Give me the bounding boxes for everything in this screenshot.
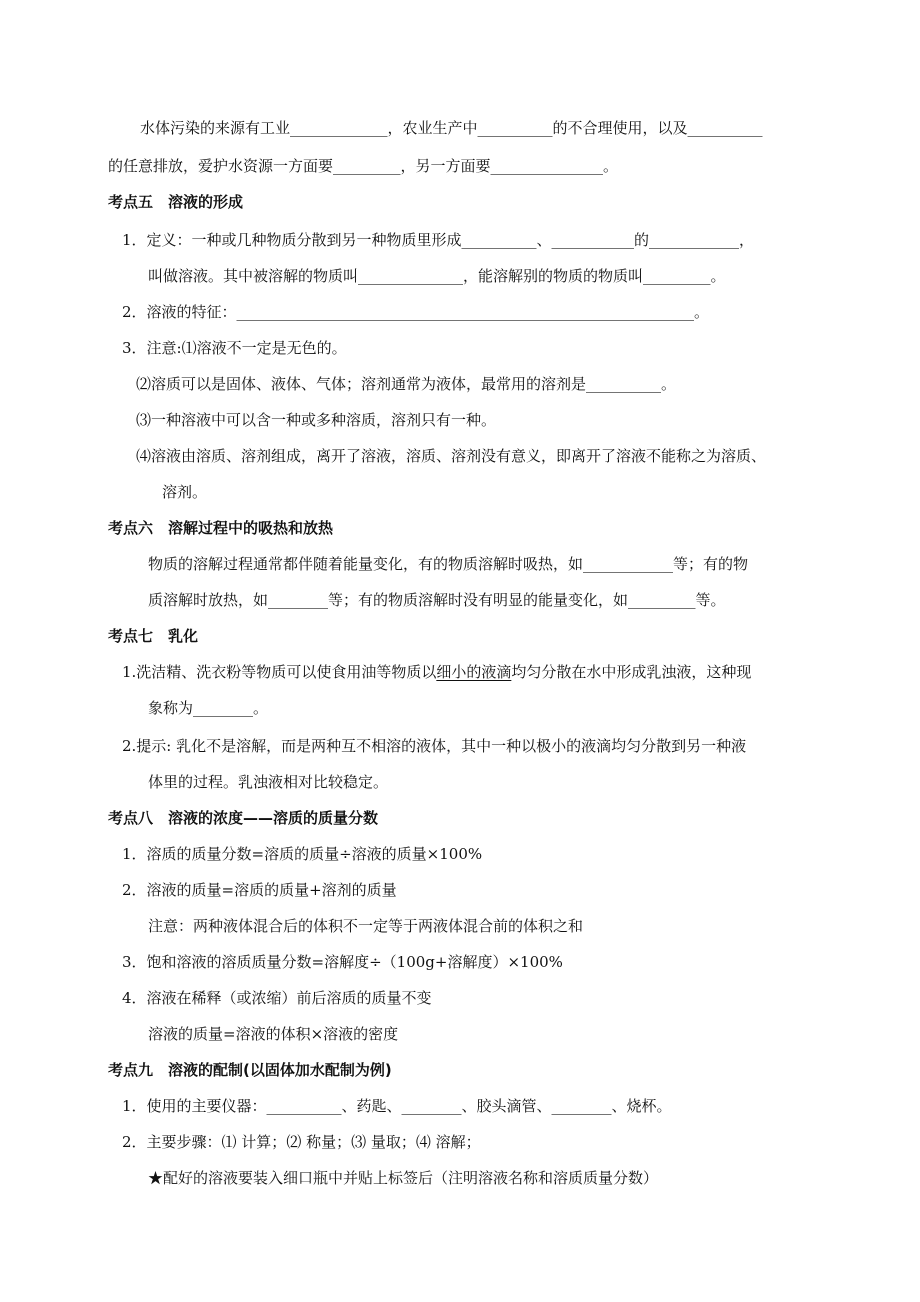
section-5-note-4a: ⑷溶液由溶质、溶剂组成，离开了溶液，溶质、溶剂没有意义，即离开了溶液不能称之为溶质、 [136, 447, 767, 465]
section-8-formula: 溶液的质量=溶液的体积×溶液的密度 [148, 1025, 399, 1043]
section-8-item-4: 4．溶液在稀释（或浓缩）前后溶质的质量不变 [122, 989, 432, 1007]
section-5-item-1a: 1．定义：一种或几种物质分散到另一种物质里形成__________、___________的____________， [122, 231, 755, 249]
section-8-item-3: 3．饱和溶液的溶质质量分数=溶解度÷（100g+溶解度）×100% [122, 953, 563, 971]
section-7-heading: 考点七 乳化 [108, 627, 199, 645]
section-7-underlined-term: 细小的液滴 [436, 663, 512, 681]
intro-line-2: 的任意排放，爱护水资源一方面要_________，另一方面要_______________。 [108, 157, 619, 175]
section-5-note-3: ⑶一种溶液中可以含一种或多种溶质，溶剂只有一种。 [136, 411, 497, 429]
section-5-item-1b: 叫做溶液。其中被溶解的物质叫______________，能溶解别的物质的物质叫_________。 [148, 267, 726, 285]
section-9-heading: 考点九 溶液的配制(以固体加水配制为例) [108, 1061, 392, 1079]
section-5-note-2: ⑵溶质可以是固体、液体、气体；溶剂通常为液体，最常用的溶剂是__________。 [136, 375, 677, 393]
section-7-item-1b: 象称为________。 [148, 699, 269, 717]
section-5-item-2: 2．溶液的特征：_____________________________________________________________。 [122, 303, 710, 321]
section-7-item-1-pre: 1.洗洁精、洗衣粉等物质可以使食用油等物质以 [122, 663, 437, 681]
section-7-item-2b: 体里的过程。乳浊液相对比较稳定。 [148, 773, 389, 791]
section-9-item-2: 2．主要步骤：⑴ 计算；⑵ 称量；⑶ 量取；⑷ 溶解； [122, 1133, 481, 1151]
section-9-item-1: 1．使用的主要仪器：__________、药匙、________、胶头滴管、________、烧杯。 [122, 1097, 672, 1115]
section-7-item-2a: 2.提示: 乳化不是溶解，而是两种互不相溶的液体，其中一种以极小的液滴均匀分散到另一种液 [122, 737, 747, 755]
section-9-star-note: ★配好的溶液要装入细口瓶中并贴上标签后（注明溶液名称和溶质质量分数） [148, 1169, 659, 1187]
section-5-item-3: 3．注意:⑴溶液不一定是无色的。 [122, 339, 347, 357]
section-7-item-1-post: 均匀分散在水中形成乳浊液，这种现 [511, 663, 752, 681]
section-8-heading: 考点八 溶液的浓度——溶质的质量分数 [108, 809, 379, 827]
section-7-item-1a [122, 662, 751, 682]
section-5-note-4b: 溶剂。 [162, 483, 208, 501]
intro-line-1: 水体污染的来源有工业_____________，农业生产中__________的不合理使用，以及__________ [140, 119, 763, 137]
section-6-heading: 考点六 溶解过程中的吸热和放热 [108, 519, 334, 537]
section-8-item-2: 2．溶液的质量=溶质的质量+溶剂的质量 [122, 881, 397, 899]
section-6-line-1: 物质的溶解过程通常都伴随着能量变化，有的物质溶解时吸热，如____________等；有的物 [148, 555, 749, 573]
section-5-heading: 考点五 溶液的形成 [108, 193, 244, 211]
section-8-note: 注意：两种液体混合后的体积不一定等于两液体混合前的体积之和 [148, 917, 584, 935]
section-8-item-1: 1．溶质的质量分数=溶质的质量÷溶液的质量×100% [122, 845, 483, 863]
section-6-line-2: 质溶解时放热，如________等；有的物质溶解时没有明显的能量变化，如_________等。 [148, 591, 726, 609]
